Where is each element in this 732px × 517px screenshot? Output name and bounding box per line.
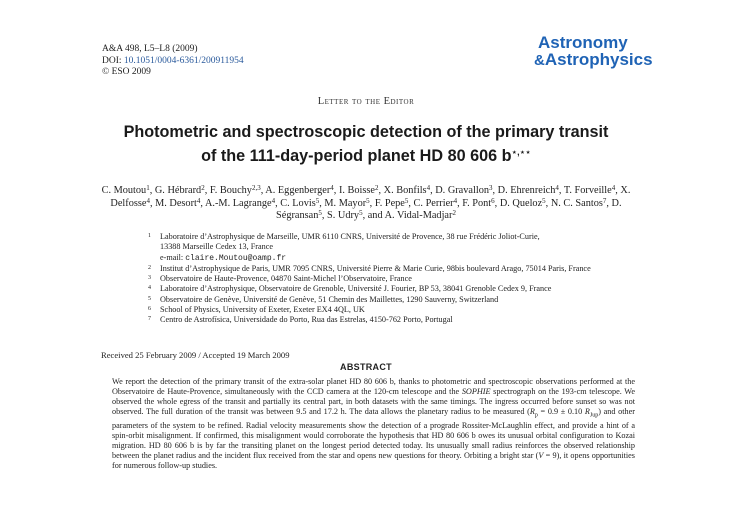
author — [155, 198, 200, 209]
author-name: C. Perrier — [413, 197, 454, 209]
title-line-2-text: of the 111-day-period planet HD 80 606 b — [201, 147, 512, 165]
author-affiliation-mark: 5 — [542, 196, 546, 205]
author-affiliation-mark: 2 — [201, 184, 205, 192]
author-affiliation-mark: 2,3 — [251, 184, 261, 192]
abstract-rjup-symbol: R — [584, 407, 590, 417]
abstract-part-1: We report the detection of the primary transit of the extra-solar planet HD 80 606 b, thanks to photometric and spectroscopic observations performed at the Observatoire de Haute-Provence, simultaneously with the CCD camera at the 120-cm telescope and the — [112, 377, 635, 397]
abstract-vmag: V — [538, 451, 544, 461]
affiliation-text: Observatoire de Genève, Université de Genève, 51 Chemin des Maillettes, 1290 Sauverny, Switzerland — [160, 294, 499, 304]
author-affiliation-mark: 7 — [602, 196, 607, 205]
author — [265, 185, 334, 196]
abstract-rjup-sub: Jup — [589, 412, 599, 419]
author-name: A. Vidal-Madjar — [384, 210, 453, 222]
author-affiliation-mark: 4 — [426, 184, 431, 192]
title-footnote-stars: ⋆,⋆⋆ — [511, 147, 531, 157]
affiliation-text: School of Physics, University of Exeter, Exeter EX4 4QL, UK — [160, 305, 365, 315]
copyright: © ESO 2009 — [102, 67, 151, 77]
author — [462, 198, 494, 209]
affiliation-email-line — [160, 253, 591, 264]
affiliation-number: 6 — [148, 306, 151, 313]
author-name: A. Eggenberger — [265, 185, 331, 196]
affiliation-item — [148, 315, 591, 325]
author — [384, 185, 430, 196]
email-prefix: e-mail: — [160, 252, 186, 262]
author — [551, 198, 607, 209]
affiliation-text: 13388 Marseille Cedex 13, France — [160, 242, 274, 252]
abstract-rp-symbol: R — [529, 407, 535, 417]
journal-logo — [534, 34, 664, 69]
section-label: Letter to the Editor — [317, 96, 415, 107]
title-line-2 — [0, 142, 732, 166]
author-name: D. Gravallon — [435, 185, 489, 196]
affiliation-number: 2 — [148, 264, 151, 271]
author-affiliation-mark: 2 — [452, 209, 456, 218]
affiliation-number: 4 — [148, 285, 151, 292]
affiliation-number: 1 — [148, 233, 151, 239]
author-affiliation-mark: 4 — [555, 184, 559, 192]
author-affiliation-mark: 5 — [366, 196, 370, 205]
author-list: C. Moutou$^1$, G. Hébrard$^2$, F. Bouchy$^{2,3}$, A. Eggenberger$^4$, I. Boisse$^2$, X. Bonfils$^4$, D. Gravallon$^3$, D. Ehrenreich$^4$, T. Forveille$^4$, X. Delfosse$^4$, M. Desort$^4$, A.-M. Lagrange$^4$, C. Lovis$^5$, M. Mayor$^5$, F. Pepe$^5$, C. Perrier$^4$, F. Pont$^6$, D. Queloz$^5$, N. C. Santos$^7$, D. Ségransan$^5$, S. Udry$^5$, and A. Vidal-Madjar$^2$ — [101, 184, 631, 222]
author-name: M. Desort — [155, 197, 197, 209]
author-name: S. Udry — [327, 210, 360, 222]
title-line-1: Photometric and spectroscopic detection of the primary transit — [123, 123, 609, 141]
author-name: X. Delfosse — [110, 185, 631, 209]
author-name: F. Bouchy — [209, 185, 252, 196]
doi-prefix: DOI: — [102, 55, 124, 66]
affiliation-item — [148, 295, 591, 305]
abstract-body — [112, 377, 635, 471]
affiliation-text: Laboratoire d’Astrophysique de Marseille, UMR 6110 CNRS, Université de Provence, 38 rue Frédéric Joliot-Curie, — [160, 232, 540, 241]
journal-logo-line2 — [534, 51, 664, 69]
author — [102, 185, 150, 196]
affiliation-number: 5 — [148, 295, 151, 302]
abstract-part-4: = 9), it opens opportunities for numerous follow-up studies. — [112, 451, 635, 471]
author-name: X. Bonfils — [383, 185, 427, 196]
author-affiliation-mark: 5 — [404, 196, 409, 205]
author — [564, 185, 615, 196]
affiliation-item — [148, 264, 591, 274]
affiliation-list — [148, 232, 591, 326]
author — [500, 198, 546, 209]
author — [498, 185, 559, 196]
author-name: D. Ségransan — [276, 197, 622, 222]
author-name: I. Boisse — [338, 185, 375, 196]
affiliation-text: Institut d’Astrophysique de Paris, UMR 7095 CNRS, Université Pierre & Marie Curie, 98bis boulevard Arago, 75014 Paris, France — [160, 263, 591, 273]
author-name: N. C. Santos — [550, 197, 603, 209]
author-affiliation-mark: 4 — [330, 184, 334, 192]
author-affiliation-mark: 4 — [611, 184, 616, 192]
author-affiliation-mark: 2 — [375, 184, 379, 192]
author — [414, 198, 458, 209]
author-name: T. Forveille — [563, 185, 612, 196]
author — [155, 185, 205, 196]
author-name: D. Queloz — [499, 197, 543, 209]
affiliation-number: 3 — [148, 275, 151, 282]
author-affiliation-mark: 4 — [271, 196, 276, 205]
paper-title — [0, 122, 732, 166]
affiliation-item — [148, 305, 591, 315]
abstract-part-3: ) and other parameters of the system to be refined. Radial velocity measurements show the detection of a prograde Rossiter-McLaughlin effect, and provide a hint of a spin-orbit misalignment. If confirmed, this misalignment would corroborate the hypothesis that HD 80 606 b owes its unusual orbital configuration to Kozai migration. HD 80 606 b is by far the transiting planet on the longest period detected today. Its unusually small radius reinforces the observed relationship between the planet radius and the incident flux received from the star and opens new questions for theory. Orbiting a bright star ( — [112, 407, 635, 461]
affiliation-item — [148, 284, 591, 294]
author-affiliation-mark: 4 — [453, 196, 458, 205]
abstract-rp-value: = 0.9 ± 0.10 — [537, 407, 585, 417]
author — [327, 210, 363, 221]
received-dates: Received 25 February 2009 / Accepted 19 March 2009 — [101, 350, 290, 360]
affiliation-item — [148, 274, 591, 284]
author-affiliation-mark: 6 — [491, 196, 495, 205]
abstract-sophie: SOPHIE — [461, 387, 491, 397]
author-affiliation-mark: 5 — [318, 209, 322, 218]
author — [205, 198, 275, 209]
doi-line — [102, 56, 244, 68]
email-link[interactable]: claire.Moutou@oamp.fr — [185, 253, 287, 263]
abstract-part-2: spectrograph on the 193-cm telescope. We observed the whole egress of the transit and partially its central part, in both datasets with the same timings. The ingress occurred before sunset so was not observed. The full duration of the transit was between 9.5 and 17.2 h. The data allows the planetary radius to be measured ( — [112, 387, 635, 417]
author-affiliation-mark: 5 — [359, 209, 363, 218]
author-affiliation-mark: 3 — [489, 184, 493, 192]
author-name: C. Lovis — [280, 197, 316, 209]
author — [324, 198, 369, 209]
author-name: M. Mayor — [324, 197, 367, 209]
affiliation-text: Observatoire de Haute-Provence, 04870 Saint-Michel l’Observatoire, France — [160, 274, 412, 284]
journal-logo-astrophysics: Astrophysics — [544, 50, 653, 69]
author — [375, 198, 409, 209]
author — [210, 185, 261, 196]
author-name: F. Pepe — [374, 197, 405, 209]
author — [385, 210, 456, 221]
author-name: D. Ehrenreich — [497, 185, 556, 196]
doi-link[interactable]: 10.1051/0004-6361/200911954 — [123, 55, 244, 66]
abstract-heading: ABSTRACT — [340, 362, 392, 372]
author — [280, 198, 319, 209]
author-name: G. Hébrard — [154, 185, 202, 196]
journal-logo-line1: Astronomy — [538, 33, 628, 52]
author-affiliation-mark: 4 — [196, 196, 201, 205]
affiliation-number: 7 — [148, 316, 151, 323]
abstract-rp-sub: p — [534, 412, 538, 419]
author — [339, 185, 379, 196]
author-name: F. Pont — [462, 197, 492, 209]
author — [435, 185, 492, 196]
article-header — [102, 44, 244, 79]
author-name: C. Moutou — [101, 185, 147, 196]
journal-logo-amp: & — [534, 52, 545, 69]
affiliation-item — [148, 232, 591, 264]
affiliation-text: Centro de Astrofísica, Universidade do Porto, Rua das Estrelas, 4150-762 Porto, Portugal — [160, 315, 453, 325]
affiliation-text: Laboratoire d’Astrophysique, Observatoire de Grenoble, Université J. Fourier, BP 53, 38041 Grenoble Cedex 9, France — [160, 284, 552, 294]
citation: A&A 498, L5–L8 (2009) — [102, 44, 198, 54]
author-affiliation-mark: 5 — [315, 196, 320, 205]
author-affiliation-mark: 1 — [146, 184, 150, 192]
author-name: A.-M. Lagrange — [204, 197, 272, 209]
author-affiliation-mark: 4 — [146, 196, 150, 205]
